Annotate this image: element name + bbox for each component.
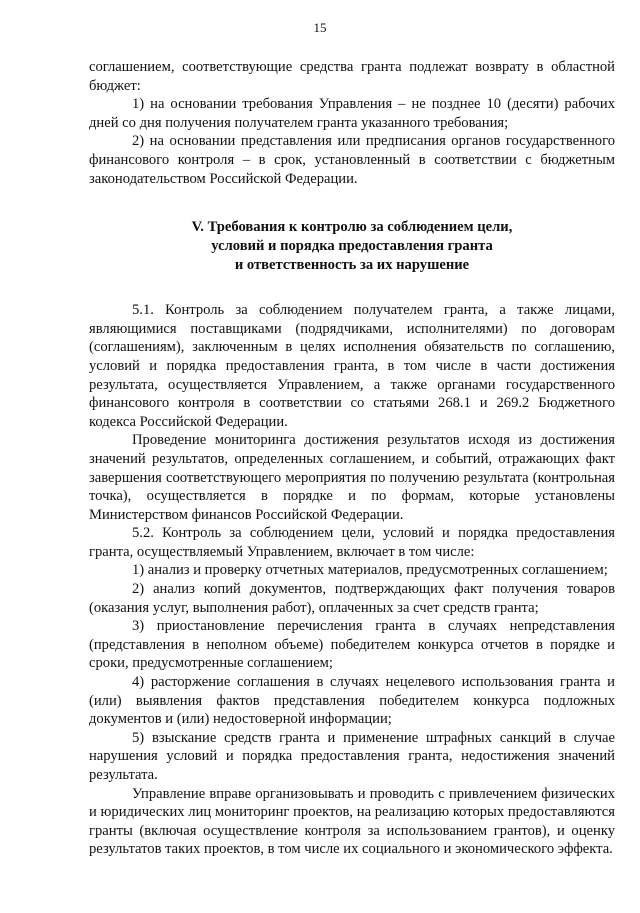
paragraph: соглашением, соответствующие средства гранта подлежат возврату в областной бюджет: (89, 59, 615, 94)
list-item: 4) расторжение соглашения в случаях нецелевого использования гранта и (или) выявления фактов представления победителем конкурса подложных документов и (или) недостоверной информации; (89, 674, 615, 728)
section-heading-line: условий и порядка предоставления гранта (211, 238, 493, 255)
section-heading-line: V. Требования к контролю за соблюдением цели, (191, 219, 513, 236)
paragraph: 1) на основании требования Управления – не позднее 10 (десяти) рабочих дней со дня получения получателем гранта указанного требования; (89, 96, 615, 131)
list-item: 1) анализ и проверку отчетных материалов, предусмотренных соглашением; (132, 562, 608, 579)
paragraph: 5.1. Контроль за соблюдением получателем гранта, а также лицами, являющимися поставщиками (подрядчиками, исполнителями) по договорам (соглашениям), заключенным в целях исполнения обязательств по соглашению, условий и порядка предоставления гранта, в том числе в части достижения результата, осуществляется Управлением, а также органами государственного финансового контроля в соответствии со статьями 268.1 и 269.2 Бюджетного кодекса Российской Федерации. (89, 302, 615, 430)
paragraph: Проведение мониторинга достижения результатов исходя из достижения значений результатов, определенных соглашением, и событий, отражающих факт завершения соответствующего мероприятия по получению результата (контрольная точка), осуществляется в порядке и по формам, которые установлены Министерством финансов Российской Федерации. (89, 432, 615, 523)
section-heading-line: и ответственность за их нарушение (234, 257, 470, 274)
paragraph: Управление вправе организовывать и проводить с привлечением физических и юридических лиц мониторинг проектов, на реализацию которых предоставляются гранты (включая осуществление контроля за использованием грантов), и оценку результатов таких проектов, в том числе их социального и экономического эффекта. (89, 785, 615, 858)
list-item: 2) анализ копий документов, подтверждающих факт получения товаров (оказания услуг, выполнения работ), оплаченных за счет средств гранта; (89, 581, 615, 616)
list-item: 5) взыскание средств гранта и применение штрафных санкций в случае нарушения условий и порядка предоставления гранта, недостижения значений результата. (89, 729, 615, 783)
document-body (89, 58, 615, 859)
section-heading (89, 218, 615, 275)
list-item: 3) приостановление перечисления гранта в случаях непредставления (представления в неполном объеме) победителем конкурса отчетов в порядке и сроки, предусмотренные соглашением; (89, 618, 615, 672)
paragraph: 5.2. Контроль за соблюдением цели, условий и порядка предоставления гранта, осуществляемый Управлением, включает в том числе: (89, 525, 615, 560)
page-number: 15 (313, 20, 327, 35)
paragraph: 2) на основании представления или предписания органов государственного финансового контроля – в срок, установленный в соответствии с бюджетным законодательством Российской Федерации. (89, 133, 615, 187)
